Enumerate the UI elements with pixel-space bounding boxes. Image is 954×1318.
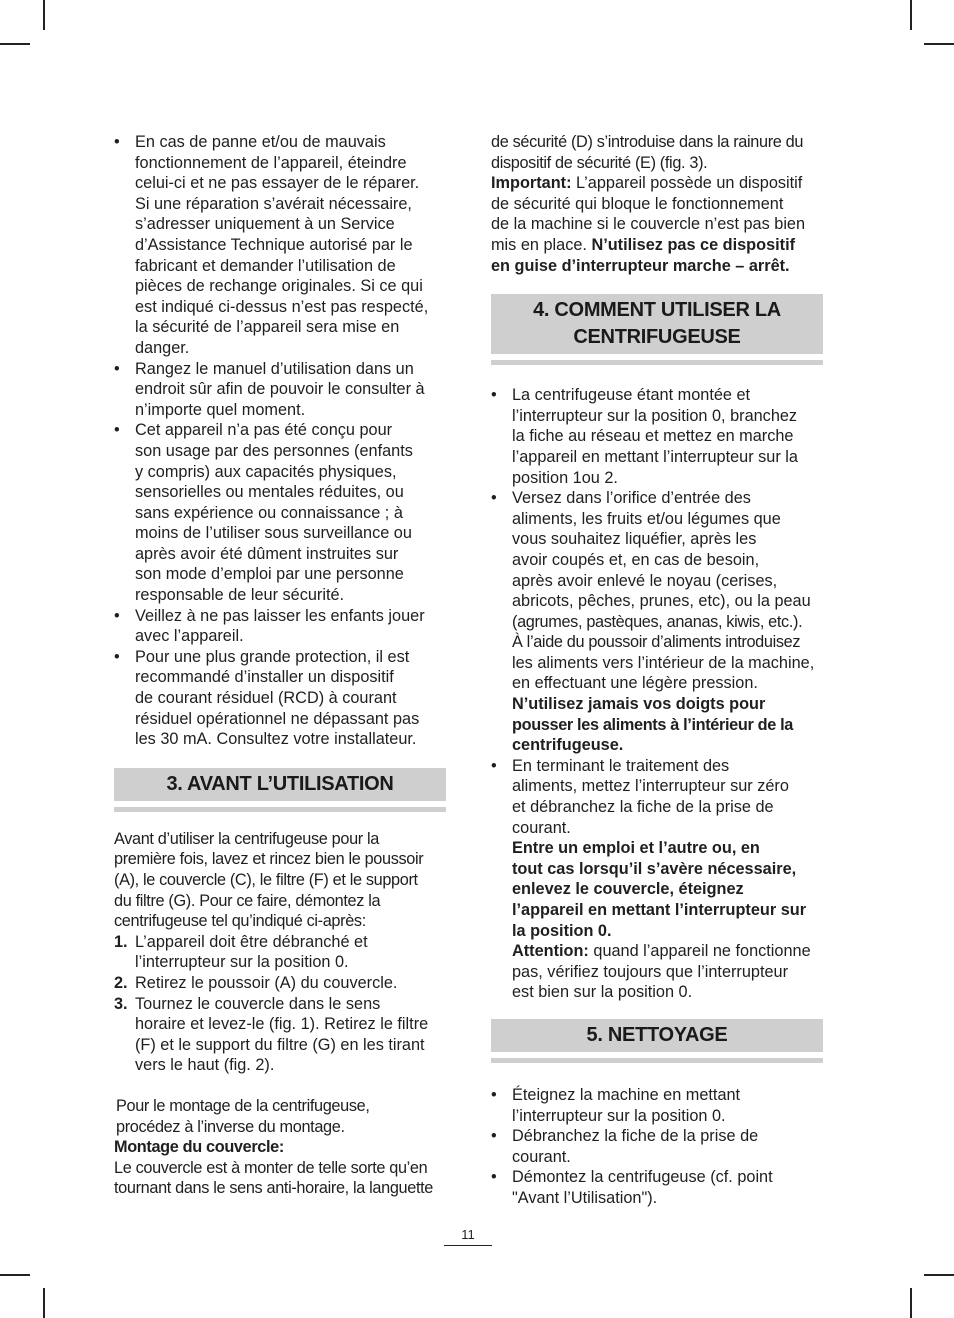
step-number: 2. [114,973,128,992]
list-item [114,647,446,750]
line: n’importe quel moment. [135,400,306,419]
line: pièces de rechange originales. Si ce qui [135,277,423,296]
list-item [491,1085,823,1126]
line: vous souhaitez liquéfier, après les [512,530,757,549]
line: pousser les aliments à l’intérieur de la [512,715,793,734]
line: courant. [512,1147,571,1166]
line: fabricant et demander l’utilisation de [135,256,396,275]
subheading: Montage du couvercle: [114,1138,284,1157]
list-item [114,994,446,1076]
line: l’interrupteur sur la position 0, branchez [512,406,798,425]
line: procédez à l’inverse du montage. [116,1117,345,1136]
line [491,173,823,194]
crop-mark [924,1274,954,1276]
line: l’appareil en mettant l’interrupteur sur la [512,447,798,466]
line: de courant résiduel (RCD) à courant [135,689,397,708]
line: • Pour une plus grande protection, il est [135,647,410,666]
line: Si une réparation s’avérait nécessaire, [135,194,412,213]
line: • Versez dans l’orifice d’entrée des [512,489,751,508]
heading-rule [491,1058,823,1063]
line: • En cas de panne et/ou de mauvais [135,133,386,151]
line: la position 0. [512,921,612,940]
line: Avant d’utiliser la centrifugeuse pour la [114,829,380,848]
cleaning-list [491,1085,823,1209]
crop-mark [910,1288,912,1318]
line: centrifugeuse. [512,736,624,755]
line: du filtre (G). Pour ce faire, démontez la [114,891,381,910]
line: l’interrupteur sur la position 0. [512,1106,726,1125]
line: (A), le couvercle (C), le filtre (F) et le support [114,871,418,889]
line: Le couvercle est à monter de telle sorte qu’en [114,1158,428,1177]
right-column [491,132,823,1209]
line [512,941,823,962]
line: tout cas lorsqu’il s’avère nécessaire, [512,859,797,878]
crop-mark [43,1288,45,1318]
line: • Démontez la centrifugeuse (cf. point [512,1168,773,1187]
line: Retirez le poussoir (A) du couvercle. [135,973,398,992]
line: L’appareil doit être débranché et [135,932,368,951]
line: est bien sur la position 0. [512,983,693,1002]
heading-rule [491,360,823,365]
line: • Éteignez la machine en mettant [512,1085,741,1104]
bold-text: N’utilisez pas ce dispositif [591,235,796,254]
crop-mark [910,0,912,30]
line: son mode d’emploi par une personne [135,565,404,584]
line: tournant dans le sens anti-horaire, la languette [114,1179,433,1198]
line: aliments, mettez l’interrupteur sur zéro [512,777,789,796]
line: Entre un emploi et l’autre ou, en [512,839,760,858]
line: l’appareil en mettant l’interrupteur sur [512,901,807,919]
attention-label: Attention: [512,942,589,961]
section-title [491,294,823,354]
title-line: 4. COMMENT UTILISER LA [533,299,781,322]
line: recommandé d’installer un dispositif [135,668,394,687]
list-item [114,359,446,421]
line: s’adresser uniquement à un Service [135,215,395,234]
line: • Rangez le manuel d’utilisation dans un [135,359,414,378]
list-item [491,756,823,1003]
page-number: 11 [444,1227,492,1246]
line: sans expérience ou connaissance ; à [135,503,403,522]
line: sensorielles ou mentales réduites, ou [135,483,404,502]
list-item [114,420,446,605]
crop-mark [0,43,30,45]
line [491,235,823,256]
line: courant. [512,818,571,837]
line: À l’aide du poussoir d’aliments introduisez [512,633,801,652]
line: de la machine si le couvercle n’est pas bien [491,215,806,234]
line: responsable de leur sécurité. [135,586,345,605]
line: • En terminant le traitement des [512,756,730,775]
line: N’utilisez jamais vos doigts pour [512,695,766,714]
text: quand l’appareil ne fonctionne [588,942,811,961]
line: endroit sûr afin de pouvoir le consulter à [135,380,425,399]
heading-rule [114,807,446,812]
line: de sécurité qui bloque le fonctionnement [491,194,784,213]
step-number: 3. [114,994,128,1013]
line: celui-ci et ne pas essayer de le réparer. [135,174,420,193]
usage-list [491,385,823,1003]
line: l’interrupteur sur la position 0. [135,953,349,972]
line: • La centrifugeuse étant montée et [512,386,751,405]
crop-mark [924,43,954,45]
crop-mark [43,0,45,30]
line: avoir coupés et, en cas de besoin, [512,550,760,569]
section-title: 5. NETTOYAGE [491,1019,823,1052]
line: première fois, lavez et rincez bien le poussoir [114,850,424,869]
line: • Cet appareil n’a pas été conçu pour [135,421,393,440]
line: après avoir enlevé le noyau (cerises, [512,571,778,590]
line: (F) et le support du filtre (G) en les tirant [135,1035,425,1054]
list-item [114,973,446,994]
line: position 1ou 2. [512,468,618,487]
text: mis en place. [491,235,592,254]
continued-paragraph [491,132,823,173]
line: est indiqué ci-dessus n’est pas respecté, [135,297,429,316]
line: Tournez le couvercle dans le sens [135,994,381,1013]
line: les aliments vers l’intérieur de la machine, [512,653,815,672]
section-title: 3. AVANT L’UTILISATION [114,768,446,801]
line: son usage par des personnes (enfants [135,441,413,460]
line: la sécurité de l’appareil sera mise en [135,318,400,337]
section-3-intro [114,829,446,932]
montage-couvercle [114,1137,446,1199]
line: la fiche au réseau et mettez en marche [512,427,794,446]
montage-paragraph [114,1096,446,1137]
text: L’appareil possède un dispositif [571,174,803,193]
line: fonctionnement de l’appareil, éteindre [135,153,407,172]
line: centrifugeuse tel qu’indiqué ci-après: [114,912,366,931]
title-line: CENTRIFUGEUSE [573,326,741,349]
line: avec l’appareil. [135,627,244,646]
line: y compris) aux capacités physiques, [135,462,397,481]
list-item [114,932,446,973]
line: Pour le montage de la centrifugeuse, [116,1096,370,1115]
section-3-heading [114,768,446,812]
list-item [114,606,446,647]
line: moins de l’utiliser sous surveillance ou [135,524,412,543]
list-item [491,1167,823,1208]
section-5-heading [491,1019,823,1063]
line: de sécurité (D) s’introduise dans la rainure du [491,133,804,151]
line: "Avant l’Utilisation"). [512,1188,658,1207]
step-number: 1. [114,932,128,951]
line: vers le haut (fig. 2). [135,1056,275,1075]
line: en guise d’interrupteur marche – arrêt. [491,256,790,275]
line: danger. [135,338,190,357]
line: (agrumes, pastèques, ananas, kiwis, etc.). [512,612,803,631]
line: enlevez le couvercle, éteignez [512,880,744,899]
line: d’Assistance Technique autorisé par le [135,235,413,254]
list-item [491,488,823,756]
disassembly-steps [114,932,446,1076]
line: • Veillez à ne pas laisser les enfants jouer [135,606,425,625]
list-item [491,385,823,488]
line: dispositif de sécurité (E) (fig. 3). [491,153,708,172]
crop-mark [0,1274,30,1276]
important-paragraph [491,173,823,276]
list-item [114,132,446,359]
line: aliments, les fruits et/ou légumes que [512,509,781,528]
section-4-heading [491,294,823,365]
safety-list [114,132,446,750]
line: après avoir été dûment instruites sur [135,544,399,563]
left-column [114,132,446,1199]
important-label: Important: [491,174,572,193]
line: • Débranchez la fiche de la prise de [512,1127,759,1146]
line: horaire et levez-le (fig. 1). Retirez le filtre [135,1015,429,1034]
line: abricots, pêches, prunes, etc), ou la peau [512,592,811,611]
line: pas, vérifiez toujours que l’interrupteur [512,962,789,981]
line: en effectuant une légère pression. [512,674,758,693]
line: les 30 mA. Consultez votre installateur. [135,730,417,749]
line: résiduel opérationnel ne dépassant pas [135,709,420,728]
list-item [491,1126,823,1167]
line: et débranchez la fiche de la prise de [512,798,774,817]
